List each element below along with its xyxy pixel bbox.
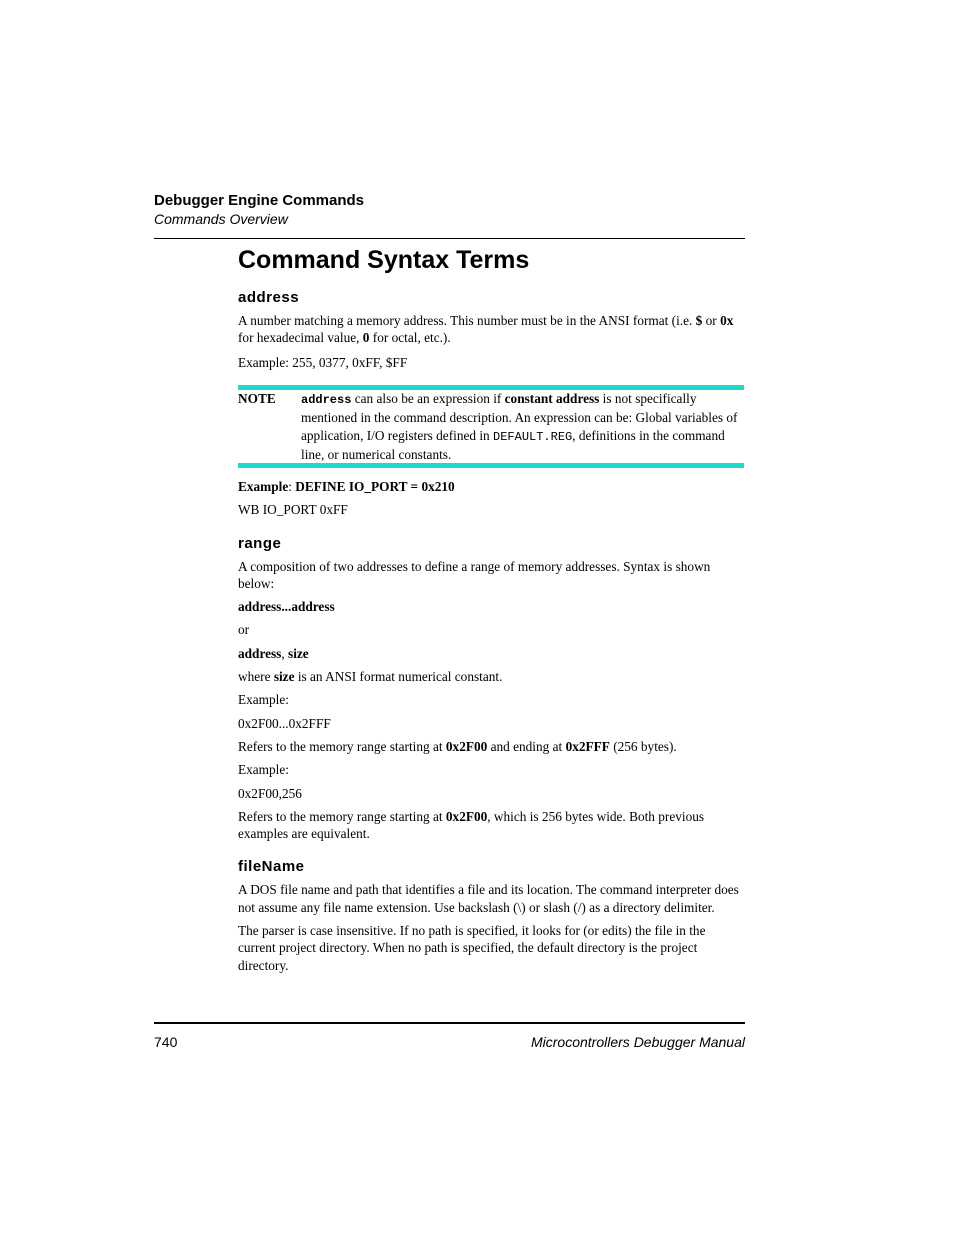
- range-example-2-label: Example:: [238, 762, 289, 778]
- section-title: Commands Overview: [154, 211, 288, 227]
- heading-range: range: [238, 534, 282, 552]
- range-description: A composition of two addresses to define a range of memory addresses. Syntax is shown below:: [238, 558, 711, 591]
- page-number: 740: [154, 1034, 178, 1050]
- note-label: NOTE: [238, 391, 276, 406]
- range-example-1-value: 0x2F00...0x2FFF: [238, 715, 331, 731]
- manual-title: Microcontrollers Debugger Manual: [531, 1034, 745, 1050]
- define-example: Example: DEFINE IO_PORT = 0x210: [238, 479, 455, 494]
- header-rule: [154, 238, 745, 239]
- page-title: Command Syntax Terms: [238, 246, 530, 274]
- range-ref-2: Refers to the memory range starting at 0x2F00, which is 256 bytes wide. Both previous examples are equivalent.: [238, 808, 705, 842]
- range-syntax-1: address...address: [238, 599, 335, 615]
- filename-description-2: The parser is case insensitive. If no path is specified, it looks for (or edits) the file in the current project directory. When no path is specified, the default directory is the project directory.: [238, 923, 706, 973]
- range-example-1-label: Example:: [238, 692, 289, 708]
- note-text: address can also be an expression if constant address is not specifically mentioned in the command description. An expression can be: Global variables of application, I/O registers defined in DEFAULT.REG, definitions in the command line, or numerical constants.: [301, 391, 738, 462]
- range-example-2-value: 0x2F00,256: [238, 785, 302, 801]
- define-example-block: [238, 478, 745, 974]
- heading-address: address: [238, 289, 300, 306]
- footer-rule: [154, 1022, 745, 1024]
- range-where: where size is an ANSI format numerical constant.: [238, 669, 503, 685]
- address-description: A number matching a memory address. This number must be in the ANSI format (i.e. $ or 0x for hexadecimal value, 0 for octal, etc.).: [238, 313, 734, 346]
- range-ref-1: Refers to the memory range starting at 0x2F00 and ending at 0x2FFF (256 bytes).: [238, 738, 677, 754]
- note-bottom-rule: [238, 463, 744, 468]
- filename-description-1: A DOS file name and path that identifies a file and its location. The command interpreter does not assume any file name extension. Use backslash (\) or slash (/) as a directory delimiter.: [238, 882, 739, 915]
- page-content: [238, 243, 745, 371]
- range-or: or: [238, 622, 250, 638]
- range-syntax-2: address, size: [238, 645, 309, 661]
- wb-example: WB IO_PORT 0xFF: [238, 502, 348, 518]
- address-example: Example: 255, 0377, 0xFF, $FF: [238, 354, 408, 370]
- running-head: [154, 191, 364, 229]
- chapter-title: Debugger Engine Commands: [154, 192, 365, 209]
- heading-filename: fileName: [238, 858, 305, 876]
